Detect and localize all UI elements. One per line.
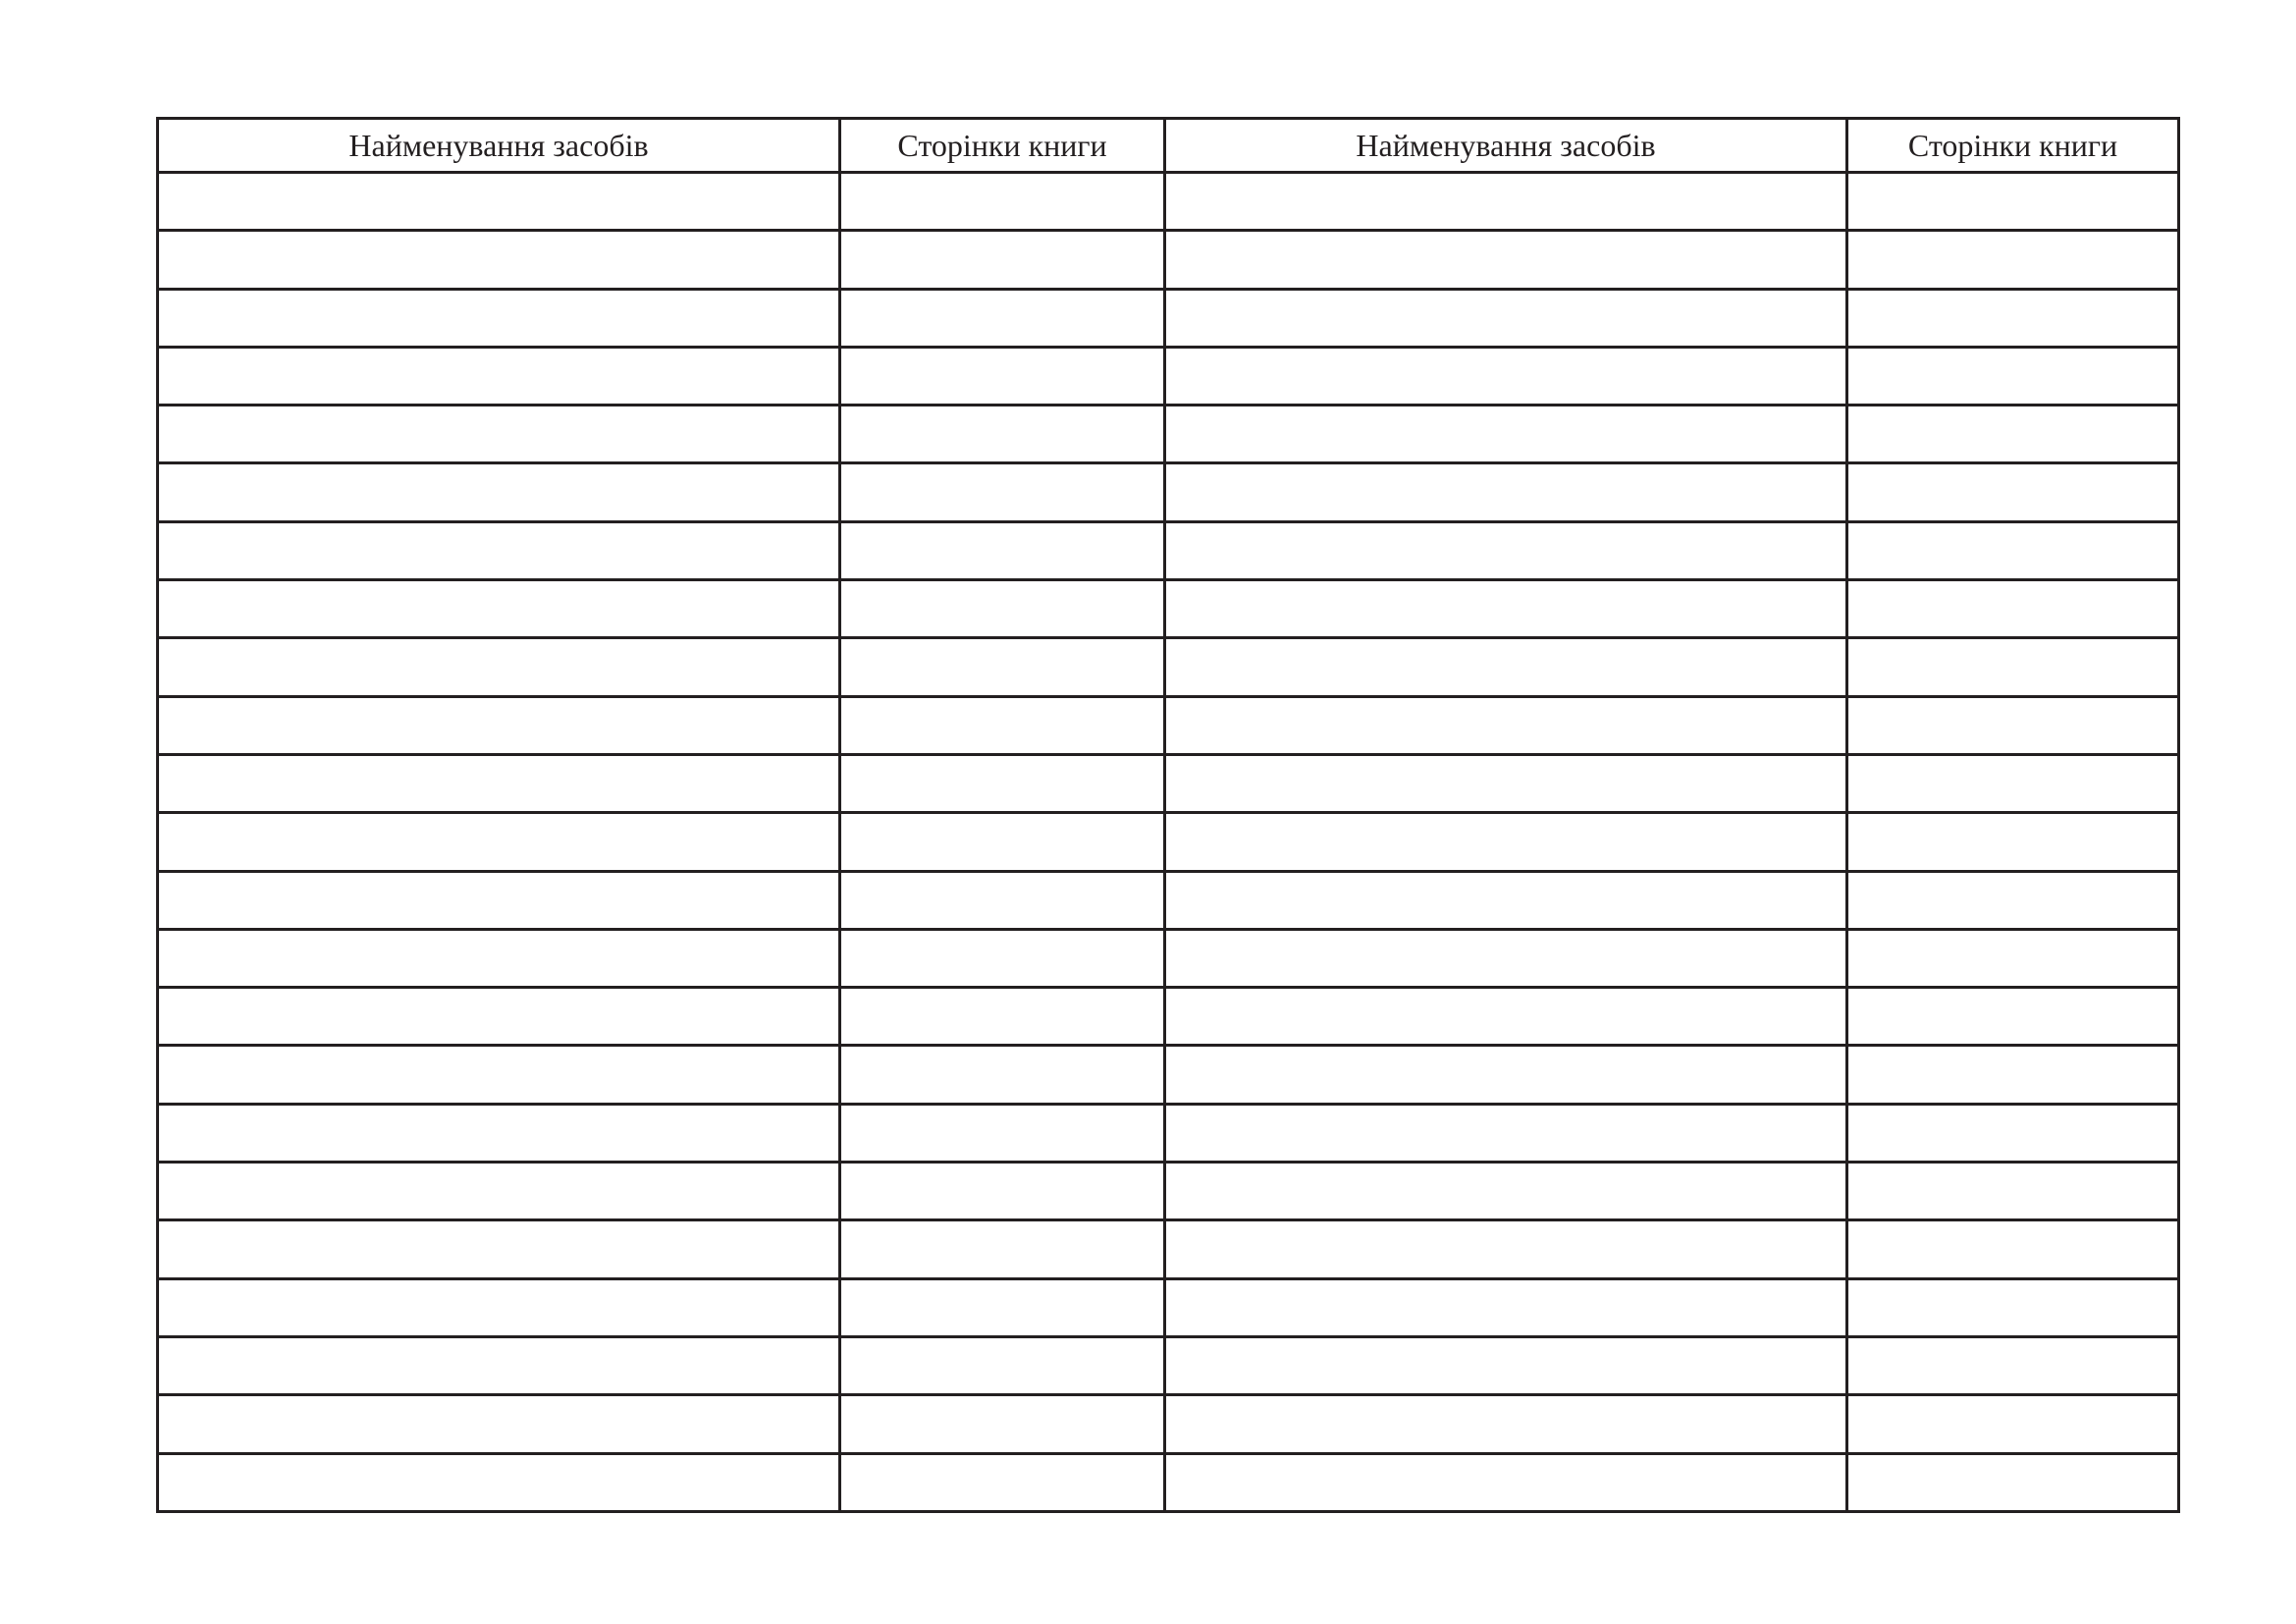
- means-name-right-cell: [1165, 754, 1847, 812]
- means-name-right-cell: [1165, 988, 1847, 1046]
- means-name-right-cell: [1165, 871, 1847, 929]
- table-row: [158, 1220, 2179, 1278]
- book-pages-right-cell: [1847, 173, 2179, 231]
- means-name-left-cell: [158, 289, 840, 347]
- means-name-left-cell: [158, 580, 840, 638]
- book-pages-right-cell: [1847, 1104, 2179, 1162]
- book-pages-right-cell: [1847, 1336, 2179, 1394]
- means-name-right-cell: [1165, 1163, 1847, 1220]
- means-name-right-cell: [1165, 813, 1847, 871]
- header-means-name-left: Найменування засобів: [158, 119, 840, 173]
- table-row: [158, 813, 2179, 871]
- means-name-right-cell: [1165, 289, 1847, 347]
- book-pages-right-cell: [1847, 1163, 2179, 1220]
- means-name-left-cell: [158, 1104, 840, 1162]
- table-row: [158, 406, 2179, 463]
- book-pages-right-cell: [1847, 638, 2179, 696]
- means-name-left-cell: [158, 1163, 840, 1220]
- means-name-left-cell: [158, 1220, 840, 1278]
- means-name-right-cell: [1165, 1104, 1847, 1162]
- table-row: [158, 289, 2179, 347]
- means-name-right-cell: [1165, 1220, 1847, 1278]
- book-pages-left-cell: [840, 1336, 1165, 1394]
- table-row: [158, 1046, 2179, 1104]
- book-pages-right-cell: [1847, 289, 2179, 347]
- means-name-left-cell: [158, 1395, 840, 1453]
- book-pages-left-cell: [840, 871, 1165, 929]
- means-name-right-cell: [1165, 463, 1847, 521]
- means-name-right-cell: [1165, 1046, 1847, 1104]
- book-pages-left-cell: [840, 521, 1165, 579]
- means-name-left-cell: [158, 1278, 840, 1336]
- book-pages-left-cell: [840, 463, 1165, 521]
- table-row: [158, 1453, 2179, 1511]
- header-book-pages-right: Сторінки книги: [1847, 119, 2179, 173]
- book-pages-left-cell: [840, 231, 1165, 289]
- book-pages-left-cell: [840, 696, 1165, 754]
- book-pages-right-cell: [1847, 347, 2179, 405]
- table-row: [158, 988, 2179, 1046]
- book-pages-right-cell: [1847, 406, 2179, 463]
- means-name-left-cell: [158, 347, 840, 405]
- table-row: [158, 580, 2179, 638]
- book-pages-right-cell: [1847, 871, 2179, 929]
- table-row: [158, 231, 2179, 289]
- book-pages-right-cell: [1847, 1220, 2179, 1278]
- means-name-right-cell: [1165, 929, 1847, 987]
- means-name-left-cell: [158, 231, 840, 289]
- means-name-left-cell: [158, 638, 840, 696]
- means-name-left-cell: [158, 1336, 840, 1394]
- means-name-left-cell: [158, 813, 840, 871]
- means-name-left-cell: [158, 463, 840, 521]
- index-table: [156, 117, 2180, 1513]
- book-pages-left-cell: [840, 1278, 1165, 1336]
- table-row: [158, 1104, 2179, 1162]
- means-name-right-cell: [1165, 231, 1847, 289]
- table-row: [158, 1395, 2179, 1453]
- book-pages-right-cell: [1847, 1278, 2179, 1336]
- book-pages-left-cell: [840, 406, 1165, 463]
- table-row: [158, 696, 2179, 754]
- book-pages-right-cell: [1847, 1395, 2179, 1453]
- book-pages-right-cell: [1847, 231, 2179, 289]
- book-pages-left-cell: [840, 988, 1165, 1046]
- means-name-left-cell: [158, 1046, 840, 1104]
- table-row: [158, 1163, 2179, 1220]
- book-pages-right-cell: [1847, 580, 2179, 638]
- book-pages-left-cell: [840, 929, 1165, 987]
- means-name-right-cell: [1165, 406, 1847, 463]
- means-name-left-cell: [158, 988, 840, 1046]
- book-pages-left-cell: [840, 1453, 1165, 1511]
- book-pages-left-cell: [840, 1395, 1165, 1453]
- means-name-left-cell: [158, 406, 840, 463]
- book-pages-right-cell: [1847, 521, 2179, 579]
- means-name-right-cell: [1165, 173, 1847, 231]
- book-pages-right-cell: [1847, 1453, 2179, 1511]
- book-pages-right-cell: [1847, 813, 2179, 871]
- means-name-right-cell: [1165, 1453, 1847, 1511]
- book-pages-left-cell: [840, 1163, 1165, 1220]
- book-pages-left-cell: [840, 754, 1165, 812]
- table-row: [158, 871, 2179, 929]
- book-pages-right-cell: [1847, 696, 2179, 754]
- table-header-row: [158, 119, 2179, 173]
- book-pages-right-cell: [1847, 988, 2179, 1046]
- book-pages-right-cell: [1847, 754, 2179, 812]
- means-name-right-cell: [1165, 696, 1847, 754]
- table-row: [158, 638, 2179, 696]
- book-pages-left-cell: [840, 1104, 1165, 1162]
- header-means-name-right: Найменування засобів: [1165, 119, 1847, 173]
- table-row: [158, 347, 2179, 405]
- means-name-left-cell: [158, 871, 840, 929]
- table-body: [158, 173, 2179, 1512]
- table-row: [158, 521, 2179, 579]
- table-row: [158, 1336, 2179, 1394]
- book-pages-left-cell: [840, 289, 1165, 347]
- means-name-right-cell: [1165, 521, 1847, 579]
- table-row: [158, 1278, 2179, 1336]
- header-book-pages-left: Сторінки книги: [840, 119, 1165, 173]
- means-name-left-cell: [158, 696, 840, 754]
- book-pages-left-cell: [840, 580, 1165, 638]
- book-pages-left-cell: [840, 173, 1165, 231]
- means-name-left-cell: [158, 929, 840, 987]
- means-name-right-cell: [1165, 580, 1847, 638]
- means-name-left-cell: [158, 173, 840, 231]
- book-pages-left-cell: [840, 1220, 1165, 1278]
- means-name-right-cell: [1165, 638, 1847, 696]
- means-name-left-cell: [158, 521, 840, 579]
- table-row: [158, 754, 2179, 812]
- means-name-right-cell: [1165, 347, 1847, 405]
- means-name-right-cell: [1165, 1336, 1847, 1394]
- book-pages-right-cell: [1847, 1046, 2179, 1104]
- table-row: [158, 173, 2179, 231]
- book-pages-left-cell: [840, 813, 1165, 871]
- book-pages-left-cell: [840, 1046, 1165, 1104]
- book-pages-right-cell: [1847, 929, 2179, 987]
- table-row: [158, 929, 2179, 987]
- book-pages-left-cell: [840, 347, 1165, 405]
- book-pages-right-cell: [1847, 463, 2179, 521]
- means-name-right-cell: [1165, 1395, 1847, 1453]
- book-pages-left-cell: [840, 638, 1165, 696]
- means-name-right-cell: [1165, 1278, 1847, 1336]
- means-name-left-cell: [158, 754, 840, 812]
- table-row: [158, 463, 2179, 521]
- means-name-left-cell: [158, 1453, 840, 1511]
